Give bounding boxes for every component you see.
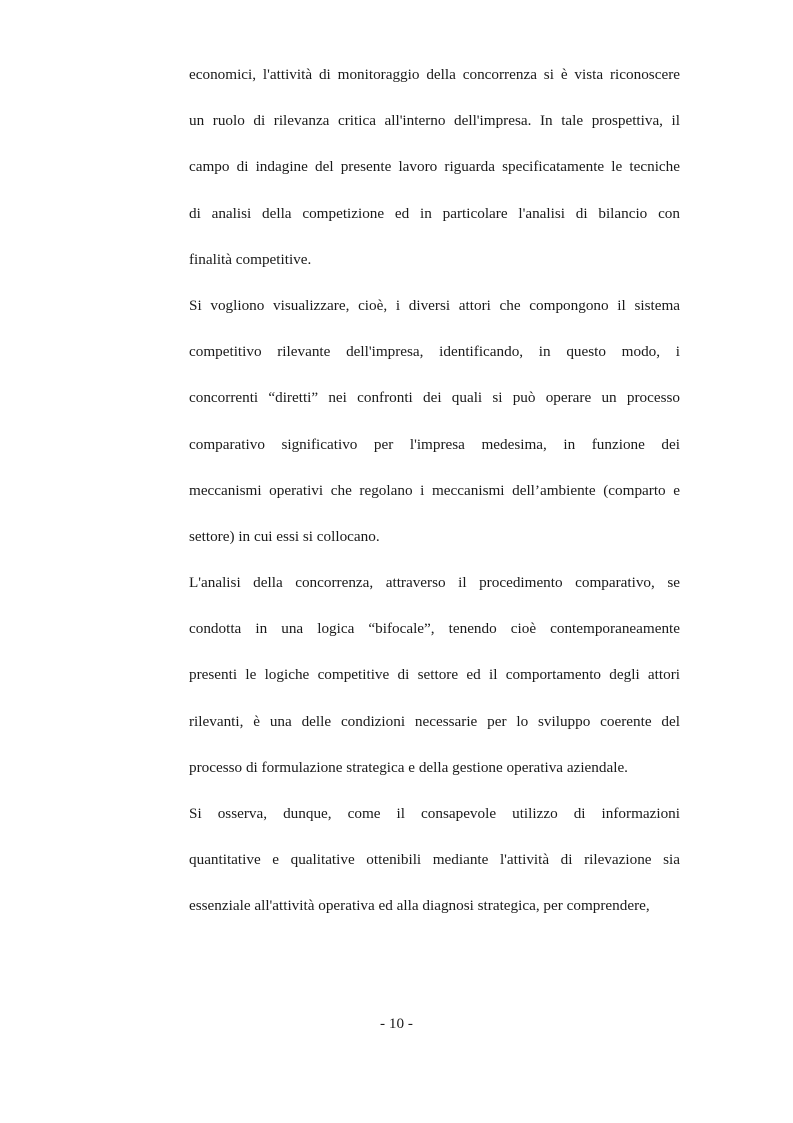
text-line: essenziale all'attività operativa ed alla diagnosi strategica, per comprendere, <box>189 897 650 915</box>
text-line: condotta in una logica “bifocale”, tenendo cioè contemporaneamente <box>189 620 680 638</box>
text-line: campo di indagine del presente lavoro riguarda specificatamente le tecniche <box>189 158 680 176</box>
page-number: - 10 - <box>380 1015 413 1032</box>
text-line: un ruolo di rilevanza critica all'interno dell'impresa. In tale prospettiva, il <box>189 112 680 130</box>
text-line: di analisi della competizione ed in particolare l'analisi di bilancio con <box>189 204 680 222</box>
text-line: presenti le logiche competitive di settore ed il comportamento degli attori <box>189 666 680 684</box>
text-line: settore) in cui essi si collocano. <box>189 527 380 545</box>
text-line: quantitative e qualitative ottenibili mediante l'attività di rilevazione sia <box>189 851 680 869</box>
paragraph-2 <box>189 295 680 572</box>
text-line: comparativo significativo per l'impresa medesima, in funzione dei <box>189 435 680 453</box>
text-line: finalità competitive. <box>189 250 312 268</box>
text-line: meccanismi operativi che regolano i meccanismi dell’ambiente (comparto e <box>189 481 680 499</box>
text-line: rilevanti, è una delle condizioni necessarie per lo sviluppo coerente del <box>189 712 680 730</box>
text-line: Si vogliono visualizzare, cioè, i diversi attori che compongono il sistema <box>189 296 680 314</box>
paragraph-1 <box>189 64 680 295</box>
body-text <box>189 64 680 942</box>
text-line: competitivo rilevante dell'impresa, identificando, in questo modo, i <box>189 343 680 361</box>
text-line: economici, l'attività di monitoraggio della concorrenza si è vista riconoscere <box>189 66 680 83</box>
text-line: L'analisi della concorrenza, attraverso il procedimento comparativo, se <box>189 574 680 592</box>
text-line: concorrenti “diretti” nei confronti dei quali si può operare un processo <box>189 389 680 407</box>
paragraph-4 <box>189 803 680 942</box>
paragraph-3 <box>189 572 680 803</box>
text-line: Si osserva, dunque, come il consapevole utilizzo di informazioni <box>189 805 680 822</box>
text-line: processo di formulazione strategica e della gestione operativa aziendale. <box>189 758 628 776</box>
